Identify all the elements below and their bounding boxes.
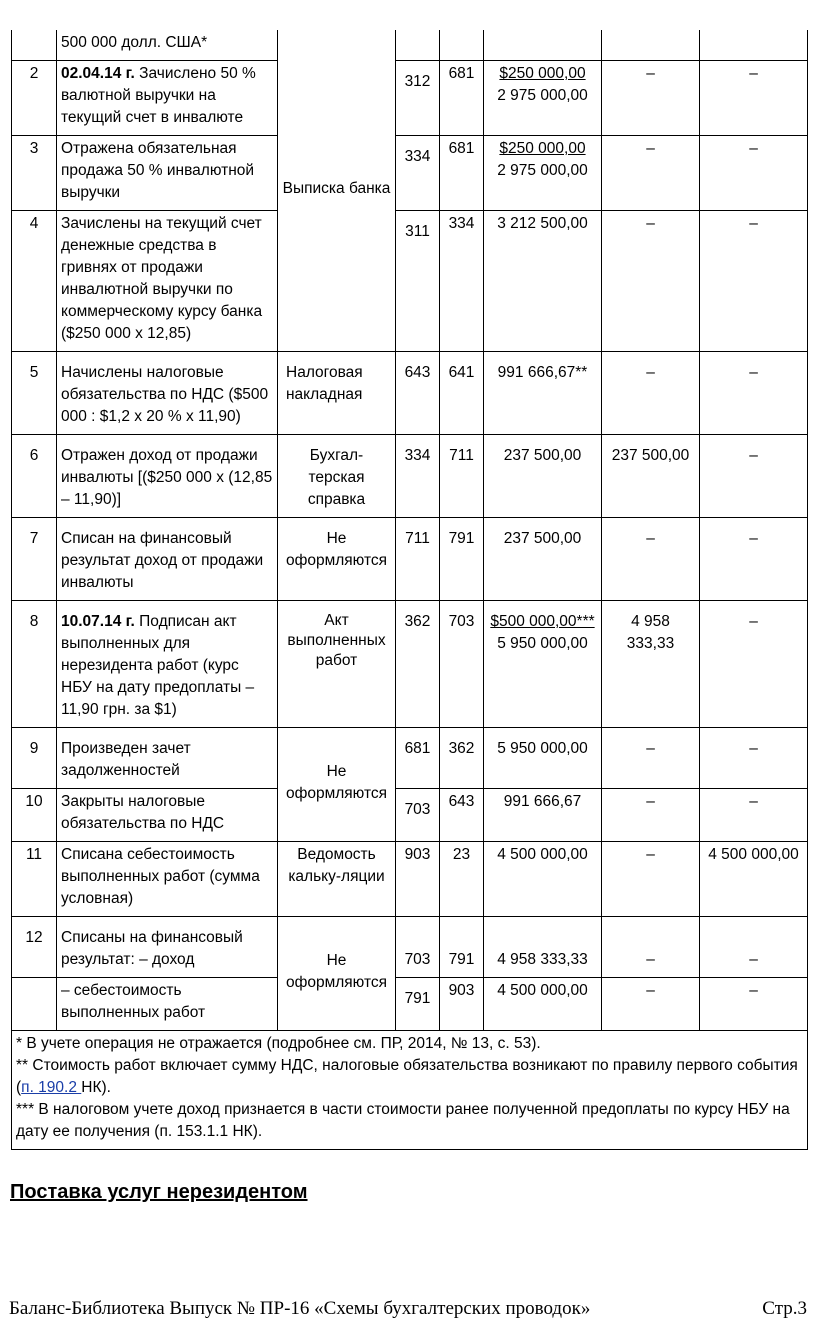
row-tax-expense: –: [700, 601, 808, 728]
row-tax-expense: 4 500 000,00: [700, 842, 808, 917]
row-description-text: Списана себестоимость выполненных работ (сумма условная): [61, 846, 260, 907]
row-tax-expense: –: [700, 978, 808, 1031]
table-row: [12, 435, 808, 518]
row-sum: [484, 601, 602, 728]
row-description-text: Списан на финансовый результат доход от продажи инвалюты: [61, 530, 264, 591]
row-description: [57, 601, 278, 728]
row-tax-income: 237 500,00: [602, 435, 700, 518]
row-tax-income: –: [602, 728, 700, 789]
row-description-text: Списаны на финансовый результат: – доход: [61, 929, 243, 968]
page-footer-publication: Баланс-Библиотека Выпуск № ПР-16 «Схемы бухгалтерских проводок»: [9, 1298, 591, 1319]
footnote-1: * В учете операция не отражается (подробнее см. ПР, 2014, № 13, с. 53).: [16, 1035, 541, 1052]
row-credit: 643: [440, 789, 484, 842]
row-description: [57, 61, 278, 136]
row-description: [57, 30, 278, 61]
row-debit: 312: [396, 61, 440, 136]
row-sum: [484, 136, 602, 211]
row-tax-income: 4 958 333,33: [602, 601, 700, 728]
row-debit: 703: [396, 917, 440, 978]
row-tax-expense: [700, 30, 808, 61]
table-row: [12, 728, 808, 789]
row-debit: 903: [396, 842, 440, 917]
row-tax-expense: –: [700, 917, 808, 978]
row-sum: 4 958 333,33: [484, 917, 602, 978]
ledger-table-wrapper: [11, 30, 807, 1150]
row-document: Не оформляются: [278, 917, 396, 1031]
row-tax-income: –: [602, 518, 700, 601]
footnote-2-link[interactable]: п. 190.2: [21, 1079, 82, 1096]
row-sum-currency: $250 000,00: [499, 65, 586, 82]
footnote-2-text: ** Стоимость работ включает сумму НДС, налоговые обязательства возникают по правилу первого события (: [16, 1057, 798, 1096]
row-debit: 791: [396, 978, 440, 1031]
row-document: Акт выполненных работ: [278, 601, 396, 728]
row-number: 4: [12, 211, 57, 352]
footnotes: [12, 1031, 808, 1150]
row-number: 8: [12, 601, 57, 728]
row-debit: 681: [396, 728, 440, 789]
table-row: [12, 978, 808, 1031]
row-document: Ведомость кальку-ляции: [278, 842, 396, 917]
row-tax-expense: –: [700, 211, 808, 352]
row-tax-expense: –: [700, 435, 808, 518]
section-title: Поставка услуг нерезидентом: [10, 1181, 308, 1203]
page-number: Стр.3: [762, 1298, 807, 1319]
row-number: 12: [12, 917, 57, 978]
row-credit: 703: [440, 601, 484, 728]
row-sum: [484, 30, 602, 61]
row-number: 6: [12, 435, 57, 518]
row-description: [57, 728, 278, 789]
row-tax-income: –: [602, 978, 700, 1031]
row-tax-income: –: [602, 136, 700, 211]
row-description: [57, 352, 278, 435]
row-document: Не оформляются: [278, 518, 396, 601]
row-sum: 991 666,67**: [484, 352, 602, 435]
row-number: 7: [12, 518, 57, 601]
table-row: [12, 136, 808, 211]
row-document: Бухгал-терская справка: [278, 435, 396, 518]
row-description-text: Произведен зачет задолженностей: [61, 740, 191, 779]
row-description-text: Зачислено 50 % валютной выручки на текущий счет в инвалюте: [61, 65, 256, 126]
table-row: [12, 601, 808, 728]
row-tax-expense: –: [700, 61, 808, 136]
table-row: [12, 842, 808, 917]
row-sum: 991 666,67: [484, 789, 602, 842]
row-credit: 23: [440, 842, 484, 917]
row-tax-expense: –: [700, 728, 808, 789]
row-debit: 711: [396, 518, 440, 601]
row-sum-uah: 2 975 000,00: [497, 162, 588, 179]
row-description-text: Зачислены на текущий счет денежные средства в гривнях от продажи инвалютной выручки по коммерческому курсу банка ($250 000 х 12,85): [61, 215, 263, 342]
row-number: 10: [12, 789, 57, 842]
row-tax-expense: –: [700, 518, 808, 601]
row-sum: 4 500 000,00: [484, 978, 602, 1031]
table-row: [12, 352, 808, 435]
row-tax-income: –: [602, 61, 700, 136]
row-number: [12, 978, 57, 1031]
row-sum: 3 212 500,00: [484, 211, 602, 352]
row-sum: 237 500,00: [484, 518, 602, 601]
row-sum-uah: 2 975 000,00: [497, 87, 588, 104]
row-description: [57, 435, 278, 518]
row-credit: 362: [440, 728, 484, 789]
row-debit: 643: [396, 352, 440, 435]
table-row: [12, 211, 808, 352]
row-credit: 641: [440, 352, 484, 435]
row-tax-expense: –: [700, 352, 808, 435]
row-tax-income: –: [602, 211, 700, 352]
row-document: Не оформляются: [278, 728, 396, 842]
row-document: Выписка банка: [278, 30, 396, 352]
table-row: [12, 61, 808, 136]
row-tax-expense: –: [700, 136, 808, 211]
table-row: [12, 518, 808, 601]
row-credit: 711: [440, 435, 484, 518]
table-row: [12, 917, 808, 978]
row-debit: 334: [396, 136, 440, 211]
row-description-text: – себестоимость выполненных работ: [61, 982, 206, 1021]
ledger-table: [11, 30, 808, 1150]
row-debit: 334: [396, 435, 440, 518]
row-debit: 362: [396, 601, 440, 728]
row-description: [57, 978, 278, 1031]
row-description-text: 500 000 долл. США*: [61, 34, 208, 51]
row-description: [57, 789, 278, 842]
row-number: 2: [12, 61, 57, 136]
row-number: 9: [12, 728, 57, 789]
table-row: [12, 789, 808, 842]
row-description-text: Закрыты налоговые обязательства по НДС: [61, 793, 225, 832]
row-number: 11: [12, 842, 57, 917]
page-footer: [9, 1298, 807, 1320]
row-tax-income: –: [602, 789, 700, 842]
row-sum: 4 500 000,00: [484, 842, 602, 917]
row-description-text: Отражена обязательная продажа 50 % инвалютной выручки: [61, 140, 255, 201]
row-sum-currency: $250 000,00: [499, 140, 586, 157]
row-number: 5: [12, 352, 57, 435]
row-number: [12, 30, 57, 61]
row-description: [57, 136, 278, 211]
row-credit: 791: [440, 917, 484, 978]
footnotes-row: [12, 1031, 808, 1150]
row-credit: 791: [440, 518, 484, 601]
row-description: [57, 211, 278, 352]
row-date: 02.04.14 г.: [61, 65, 135, 82]
footnote-3: *** В налоговом учете доход признается в части стоимости ранее полученной предоплаты по курсу НБУ на дату ее получения (п. 153.1.1 НК).: [16, 1101, 790, 1140]
row-tax-income: –: [602, 842, 700, 917]
row-tax-income: –: [602, 917, 700, 978]
footnote-2: [16, 1055, 803, 1099]
row-description-text: Подписан акт выполненных для нерезидента работ (курс НБУ на дату предоплаты – 11,90 грн. за $1): [61, 613, 255, 718]
row-credit: 681: [440, 136, 484, 211]
row-description: [57, 518, 278, 601]
row-tax-income: –: [602, 352, 700, 435]
footnote-2-end: НК).: [81, 1079, 111, 1096]
table-row: [12, 30, 808, 61]
row-debit: 311: [396, 211, 440, 352]
row-sum-currency: $500 000,00***: [490, 613, 595, 630]
row-description: [57, 917, 278, 978]
row-credit: [440, 30, 484, 61]
row-description-text: Отражен доход от продажи инвалюты [($250 000 х (12,85 – 11,90)]: [61, 447, 273, 508]
row-debit: [396, 30, 440, 61]
row-tax-expense: –: [700, 789, 808, 842]
row-document: Налоговая накладная: [278, 352, 396, 435]
row-debit: 703: [396, 789, 440, 842]
row-sum: [484, 61, 602, 136]
row-tax-income: [602, 30, 700, 61]
row-credit: 681: [440, 61, 484, 136]
row-description-text: Начислены налоговые обязательства по НДС ($500 000 : $1,2 х 20 % х 11,90): [61, 364, 269, 425]
row-sum: 237 500,00: [484, 435, 602, 518]
row-date: 10.07.14 г.: [61, 613, 135, 630]
row-number: 3: [12, 136, 57, 211]
row-sum-uah: 5 950 000,00: [497, 635, 588, 652]
row-credit: 903: [440, 978, 484, 1031]
row-credit: 334: [440, 211, 484, 352]
row-sum: 5 950 000,00: [484, 728, 602, 789]
row-description: [57, 842, 278, 917]
